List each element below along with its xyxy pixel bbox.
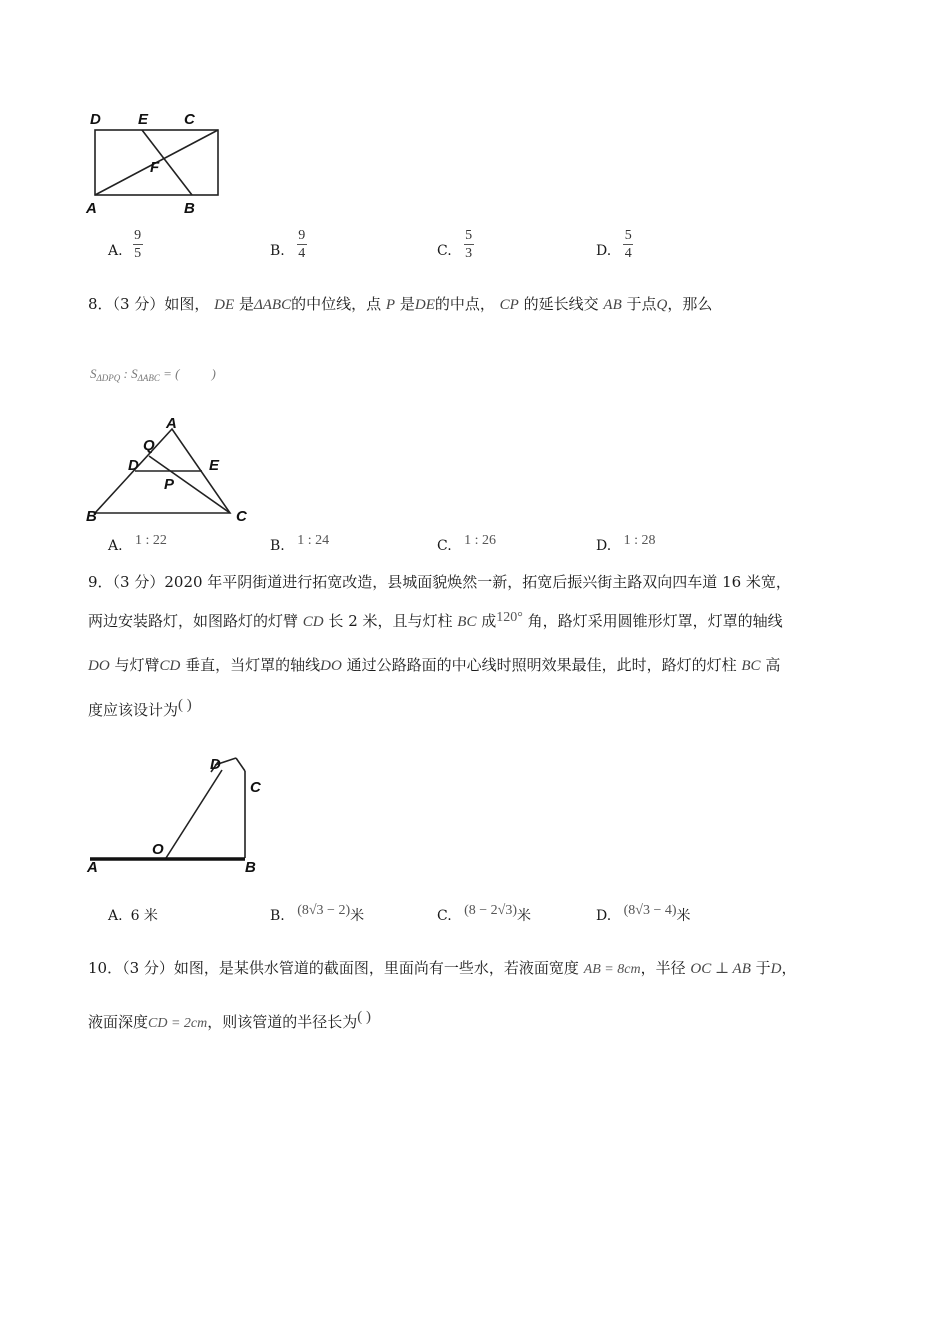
q9-option-d[interactable]: D. (8√3 − 4)米: [596, 903, 691, 924]
q8-option-a[interactable]: A. 1 : 22: [108, 533, 167, 554]
q7-label-C: C: [184, 111, 195, 128]
q8-math-AB: AB: [603, 297, 622, 313]
q10-math-AB: AB = 8cm: [583, 962, 641, 977]
q7-option-d-fraction: $\frac{5}{4}$: [624, 228, 632, 261]
q9-math-BC2: BC: [741, 658, 761, 674]
q9-label-D: D: [210, 756, 221, 773]
q8-label-C: C: [236, 508, 247, 525]
q7-option-d[interactable]: [596, 228, 633, 259]
q9-math-CD: CD: [302, 614, 324, 630]
q9-math-BC: BC: [457, 614, 477, 630]
q8-option-a-value: 1 : 22: [135, 533, 167, 548]
q9-label-C: C: [250, 779, 261, 796]
q8-math-triangle: ΔABC: [253, 297, 292, 313]
q10-math-OC: OC ⊥ AB: [690, 961, 751, 977]
q9-score: （3 分）: [112, 573, 165, 591]
q8-math-P: P: [385, 297, 396, 313]
q7-option-c[interactable]: [437, 228, 474, 259]
q9-option-c-expr: (8 − 2√3): [464, 903, 518, 918]
q9-math-angle: 120°: [496, 610, 523, 625]
q10-score: （3 分）: [122, 959, 174, 977]
q8-math-DE2: DE: [414, 297, 435, 313]
q9-stem-line3: DO 与灯臂CD 垂直，当灯罩的轴线DO 通过公路路面的中心线时照明效果最佳，此时，路灯的灯柱 BC 高: [88, 656, 781, 674]
q9-math-DO: DO: [88, 658, 110, 674]
q8-number: 8．: [88, 295, 113, 313]
q7-label-F: F: [150, 159, 160, 176]
q9-number: 9．: [88, 573, 113, 591]
q8-stem-line1: 8．（3 分）如图， DE 是ΔABC的中位线，点 P 是DE的中点， CP 的延长线交 AB 于点Q，那么: [88, 295, 713, 313]
q8-label-Q: Q: [143, 437, 155, 454]
q9-label-A: A: [87, 859, 98, 876]
q8-math-DE: DE: [214, 297, 235, 313]
q9-option-c[interactable]: C. (8 − 2√3)米: [437, 903, 532, 924]
q9-figure-lines: [166, 758, 245, 858]
q8-math-Q: Q: [656, 297, 668, 313]
q9-stem-line4: 度应该设计为( ): [88, 697, 192, 719]
q10-math-D: D: [770, 961, 782, 977]
q9-math-CD2: CD: [159, 658, 181, 674]
q9-option-b-unit: 米: [350, 908, 365, 924]
q8-option-d-value: 1 : 28: [623, 533, 656, 548]
q9-option-d-expr: (8√3 − 4): [623, 903, 677, 918]
q7-option-c-letter: C.: [437, 243, 452, 259]
q7-option-a[interactable]: [108, 228, 143, 259]
q7-option-b[interactable]: [270, 228, 307, 259]
q8-option-c-value: 1 : 26: [464, 533, 497, 548]
q9-option-c-unit: 米: [517, 908, 532, 924]
q8-figure: [80, 415, 260, 530]
q7-option-b-fraction: $\frac{9}{4}$: [298, 228, 306, 261]
q9-option-d-unit: 米: [676, 908, 691, 924]
q9-stem-line2: 两边安装路灯，如图路灯的灯臂 CD 长 2 米，且与灯柱 BC 成120° 角，路灯采用圆锥形灯罩，灯罩的轴线: [88, 610, 783, 630]
q7-label-B: B: [184, 200, 195, 217]
q7-option-a-fraction: $\frac{9}{5}$: [134, 228, 142, 261]
q8-label-B: B: [86, 508, 97, 525]
q10-answer-paren: ( ): [357, 1009, 372, 1025]
q9-option-b-expr: (8√3 − 2): [297, 903, 351, 918]
q10-math-CD: CD = 2cm: [148, 1016, 208, 1031]
q10-number: 10．: [88, 959, 123, 977]
q8-option-b-value: 1 : 24: [297, 533, 330, 548]
q8-label-A: A: [166, 415, 177, 432]
q9-label-B: B: [245, 859, 256, 876]
q9-math-DO2: DO: [320, 658, 342, 674]
q9-option-a-value: 6 米: [130, 908, 158, 924]
q9-figure: [80, 750, 280, 880]
q9-answer-paren: ( ): [178, 697, 192, 713]
q7-option-d-letter: D.: [596, 243, 612, 259]
q9-option-a[interactable]: A. 6 米: [108, 908, 158, 924]
q8-label-P: P: [164, 476, 175, 493]
q8-math-CP: CP: [499, 297, 519, 313]
q9-option-b[interactable]: B. (8√3 − 2)米: [270, 903, 365, 924]
q7-figure: [80, 105, 230, 220]
q7-option-a-letter: A.: [108, 243, 123, 259]
q9-label-O: O: [152, 841, 164, 858]
q7-option-c-fraction: $\frac{5}{3}$: [465, 228, 473, 261]
q8-score: （3 分）: [112, 295, 165, 313]
q7-label-A: A: [86, 200, 97, 217]
q10-stem-line1: 10．（3 分）如图，是某供水管道的截面图，里面尚有一些水，若液面宽度 AB = 8cm，半径 OC ⊥ AB 于D，: [88, 959, 797, 977]
q8-label-D: D: [128, 457, 139, 474]
q8-label-E: E: [209, 457, 220, 474]
q8-option-d[interactable]: D. 1 : 28: [596, 533, 656, 554]
q8-ratio-expression: $S_{\Delta DPQ}$ : $S_{\Delta ABC}$ = ( ): [90, 366, 216, 383]
q10-stem-line2: 液面深度CD = 2cm，则该管道的半径长为( ): [88, 1009, 372, 1031]
q8-option-c[interactable]: C. 1 : 26: [437, 533, 497, 554]
q7-label-E: E: [138, 111, 149, 128]
q7-option-b-letter: B.: [270, 243, 285, 259]
q7-label-D: D: [90, 111, 101, 128]
q8-option-b[interactable]: B. 1 : 24: [270, 533, 330, 554]
q9-stem-line1: 9．（3 分）2020 年平阴街道进行拓宽改造，县城面貌焕然一新，拓宽后振兴街主路双向四车道 16 米宽，: [88, 573, 791, 591]
